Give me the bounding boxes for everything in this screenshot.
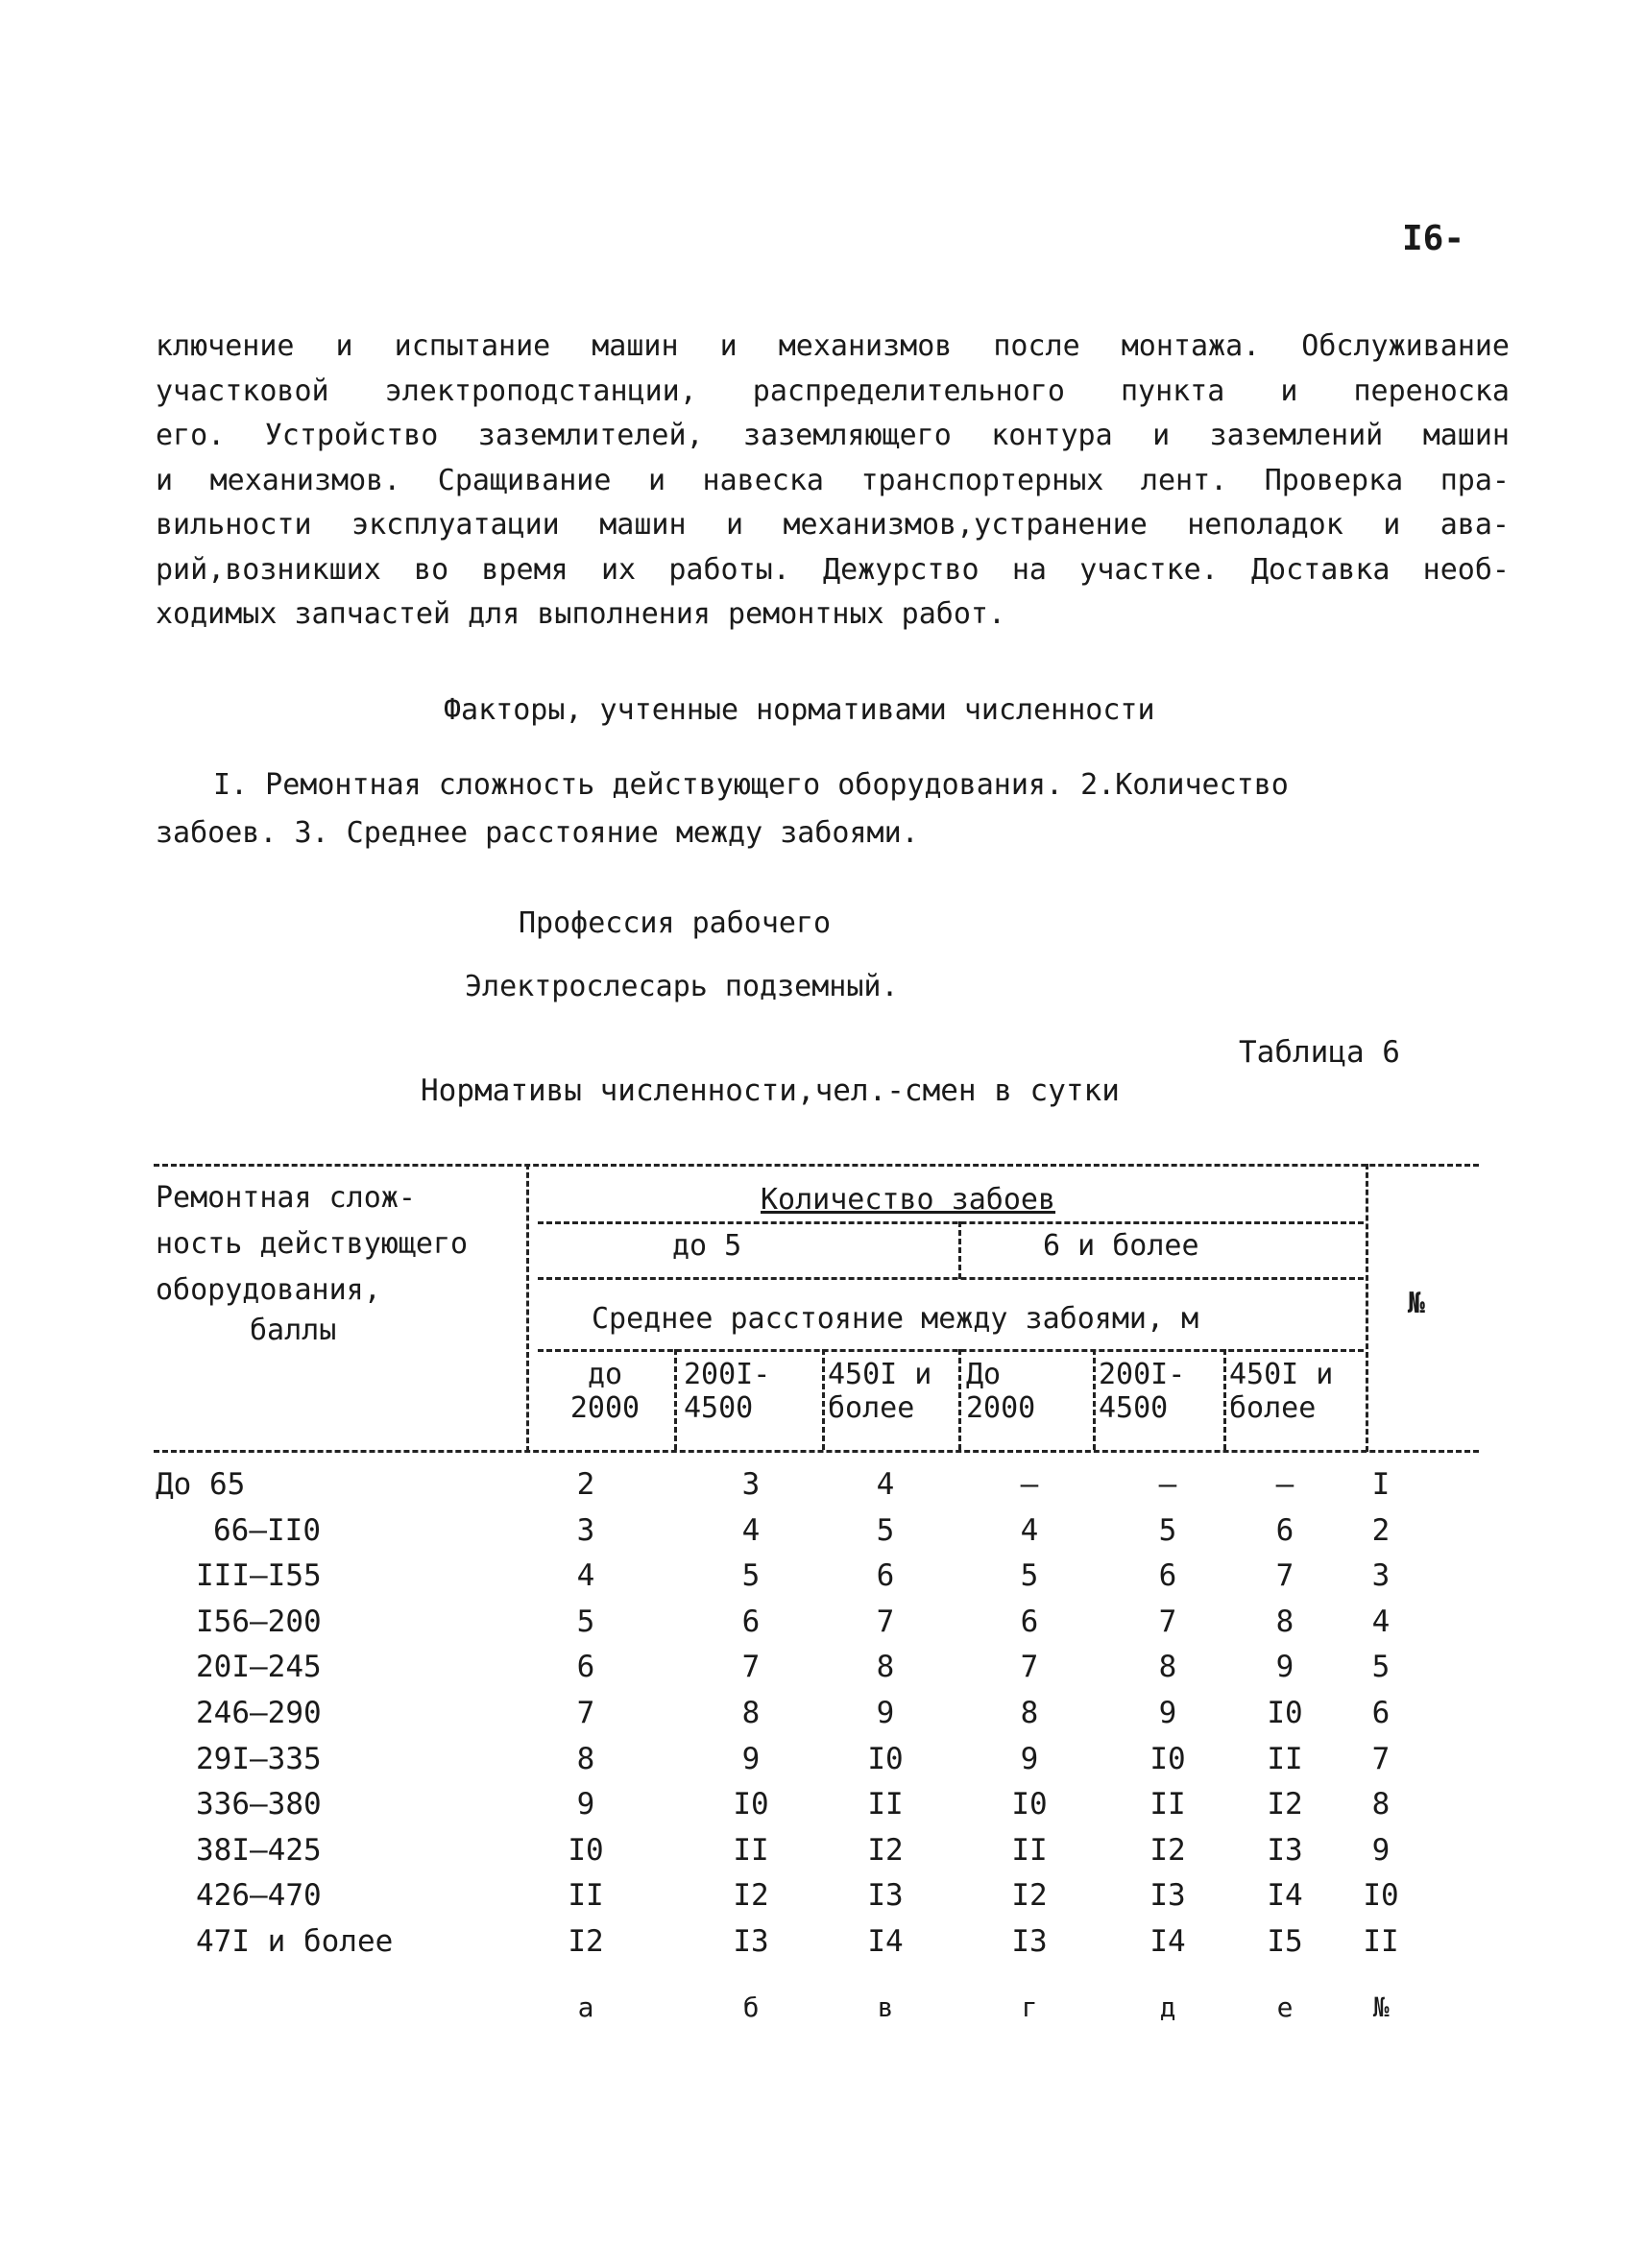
table-cell: I4 [1149, 1924, 1186, 1959]
table-cell: II [1149, 1787, 1186, 1822]
table-cell: 7 [576, 1696, 595, 1730]
table-cell: I2 [1267, 1787, 1303, 1822]
paragraph-line: и механизмов. Сращивание и навеска транспортерных лент. Проверка пра- [156, 463, 1510, 497]
paragraph-line: вильности эксплуатации машин и механизмов,устранение неполадок и ава- [156, 508, 1510, 542]
table-top-rule [154, 1164, 1479, 1167]
table-cell: I3 [867, 1878, 904, 1914]
row-label: I56–200 [196, 1604, 322, 1639]
table-cell: 9 [876, 1696, 895, 1730]
table-cell: 8 [1275, 1604, 1294, 1639]
column-letter: е [1276, 1991, 1294, 2023]
column-letter: г [1021, 1991, 1038, 2023]
table-cell: II [1011, 1832, 1048, 1868]
table-cell: 9 [741, 1741, 761, 1776]
group-rule [538, 1221, 1364, 1224]
row-label: 47I и более [196, 1924, 394, 1959]
distance-rule [538, 1349, 1364, 1352]
row-header-line: баллы [250, 1314, 337, 1347]
row-label: 38I–425 [196, 1832, 322, 1868]
table-cell: I2 [568, 1924, 604, 1959]
table-label: Таблица 6 [1239, 1035, 1400, 1070]
sub-header: До 2000 [966, 1358, 1036, 1425]
table-cell: 7 [1020, 1650, 1039, 1685]
table-cell: 7 [876, 1604, 895, 1639]
table-cell: I5 [1267, 1924, 1303, 1959]
row-label: До 65 [156, 1467, 246, 1502]
table-title: Нормативы численности,чел.-смен в сутки [421, 1074, 1120, 1108]
table-cell: 6 [1275, 1512, 1294, 1548]
group-divider [958, 1221, 961, 1279]
table-cell: 5 [876, 1512, 895, 1548]
group-header: Количество забоев [761, 1183, 1056, 1217]
table-cell: 6 [1020, 1604, 1039, 1639]
header-bottom-rule [154, 1450, 1479, 1453]
row-header-divider [526, 1164, 529, 1452]
paragraph-line: рий,возникших во время их работы. Дежурство на участке. Доставка необ- [156, 552, 1510, 587]
table-cell: 5 [1158, 1512, 1177, 1548]
table-cell: 2 [576, 1467, 595, 1502]
table-cell: 9 [1020, 1741, 1039, 1776]
row-header-line: ность действующего [156, 1227, 469, 1261]
column-letter: а [577, 1991, 594, 2023]
sub-divider-5 [1223, 1349, 1226, 1450]
table-cell: 6 [576, 1650, 595, 1685]
table-cell: I0 [1149, 1741, 1186, 1776]
table-cell: 8 [1020, 1696, 1039, 1730]
column-letter: д [1159, 1991, 1176, 2023]
factors-line-2: забоев. 3. Среднее расстояние между забоями. [156, 816, 919, 850]
column-letter: б [742, 1991, 760, 2023]
table-cell: – [1158, 1467, 1177, 1502]
table-cell: 8 [1158, 1650, 1177, 1685]
table-cell: 3 [741, 1467, 761, 1502]
profession-label: Профессия рабочего [519, 906, 832, 940]
sub-divider-3 [958, 1349, 961, 1450]
table-cell: 3 [576, 1512, 595, 1548]
group-bottom-rule [538, 1277, 1364, 1280]
table-cell: 8 [876, 1650, 895, 1685]
table-cell: 7 [1158, 1604, 1177, 1639]
table-cell: 8 [576, 1741, 595, 1776]
sub-header: 450I и более [828, 1358, 932, 1425]
row-number: 8 [1371, 1787, 1391, 1822]
row-number: I0 [1363, 1878, 1399, 1914]
table-cell: I4 [1267, 1878, 1303, 1914]
row-label: 336–380 [196, 1787, 322, 1822]
table-cell: II [568, 1878, 604, 1914]
row-label: 426–470 [196, 1878, 322, 1914]
distance-header: Среднее расстояние между забоями, м [592, 1302, 1199, 1336]
table-cell: 7 [1275, 1558, 1294, 1594]
paragraph-line: ходимых запчастей для выполнения ремонтных работ. [156, 597, 1006, 631]
table-cell: 7 [741, 1650, 761, 1685]
table-cell: I2 [733, 1878, 769, 1914]
row-number: 5 [1371, 1650, 1391, 1685]
table-cell: I3 [1149, 1878, 1186, 1914]
table-cell: II [1267, 1741, 1303, 1776]
table-cell: I0 [733, 1787, 769, 1822]
row-label: III–I55 [196, 1558, 322, 1594]
table-cell: I0 [1267, 1696, 1303, 1730]
row-number: 2 [1371, 1512, 1391, 1548]
table-cell: 9 [1275, 1650, 1294, 1685]
table-cell: I0 [568, 1832, 604, 1868]
row-label: 66–II0 [213, 1512, 321, 1548]
paragraph-line: ключение и испытание машин и механизмов после монтажа. Обслуживание [156, 329, 1510, 363]
column-letter: № [1372, 1991, 1390, 2023]
table-cell: 9 [576, 1787, 595, 1822]
sub-divider-4 [1093, 1349, 1096, 1450]
table-cell: – [1275, 1467, 1294, 1502]
group-a-header: до 5 [672, 1229, 742, 1263]
table-cell: 6 [1158, 1558, 1177, 1594]
sub-divider-1 [674, 1349, 677, 1450]
row-header-line: Ремонтная слож- [156, 1181, 416, 1215]
table-cell: I4 [867, 1924, 904, 1959]
row-number: I [1371, 1467, 1391, 1502]
table-cell: I3 [1011, 1924, 1048, 1959]
row-number: 7 [1371, 1741, 1391, 1776]
table-cell: 6 [876, 1558, 895, 1594]
table-cell: – [1020, 1467, 1039, 1502]
row-number: 4 [1371, 1604, 1391, 1639]
table-cell: 8 [741, 1696, 761, 1730]
table-cell: II [867, 1787, 904, 1822]
row-label: 29I–335 [196, 1741, 322, 1776]
group-b-header: 6 и более [1043, 1229, 1199, 1263]
sub-header: 450I и более [1229, 1358, 1334, 1425]
sub-divider-2 [822, 1349, 825, 1450]
table-cell: I3 [733, 1924, 769, 1959]
table-cell: I2 [1149, 1832, 1186, 1868]
row-number: II [1363, 1924, 1399, 1959]
paragraph-line: его. Устройство заземлителей, заземляющего контура и заземлений машин [156, 419, 1510, 452]
table-cell: I0 [867, 1741, 904, 1776]
factors-heading: Факторы, учтенные нормативами численности [444, 693, 1155, 727]
row-number: 3 [1371, 1558, 1391, 1594]
table-cell: II [733, 1832, 769, 1868]
table-cell: 4 [876, 1467, 895, 1502]
table-cell: 9 [1158, 1696, 1177, 1730]
sub-header: 200I- 4500 [684, 1358, 771, 1425]
row-label: 246–290 [196, 1696, 322, 1730]
row-label: 20I–245 [196, 1650, 322, 1685]
table-cell: I2 [1011, 1878, 1048, 1914]
column-letter: в [877, 1991, 894, 2023]
paragraph-line: участковой электроподстанции, распределительного пункта и переноска [156, 374, 1510, 408]
sub-header: 200I- 4500 [1099, 1358, 1186, 1425]
page-number: I6- [1402, 219, 1465, 258]
no-header: № [1408, 1287, 1426, 1320]
table-cell: 5 [1020, 1558, 1039, 1594]
row-header-line: оборудования, [156, 1273, 381, 1307]
table-cell: 5 [576, 1604, 595, 1639]
table-cell: 4 [1020, 1512, 1039, 1548]
sub-header: до 2000 [569, 1358, 641, 1425]
row-number: 9 [1371, 1832, 1391, 1868]
profession-name: Электрослесарь подземный. [465, 970, 899, 1003]
table-cell: I0 [1011, 1787, 1048, 1822]
table-cell: 4 [741, 1512, 761, 1548]
table-cell: I2 [867, 1832, 904, 1868]
no-col-divider [1366, 1164, 1368, 1452]
table-cell: 4 [576, 1558, 595, 1594]
body-paragraph [156, 325, 1510, 638]
table-cell: I3 [1267, 1832, 1303, 1868]
row-number: 6 [1371, 1696, 1391, 1730]
table-cell: 5 [741, 1558, 761, 1594]
table-cell: 6 [741, 1604, 761, 1639]
factors-line-1: I. Ремонтная сложность действующего оборудования. 2.Количество [213, 768, 1289, 802]
